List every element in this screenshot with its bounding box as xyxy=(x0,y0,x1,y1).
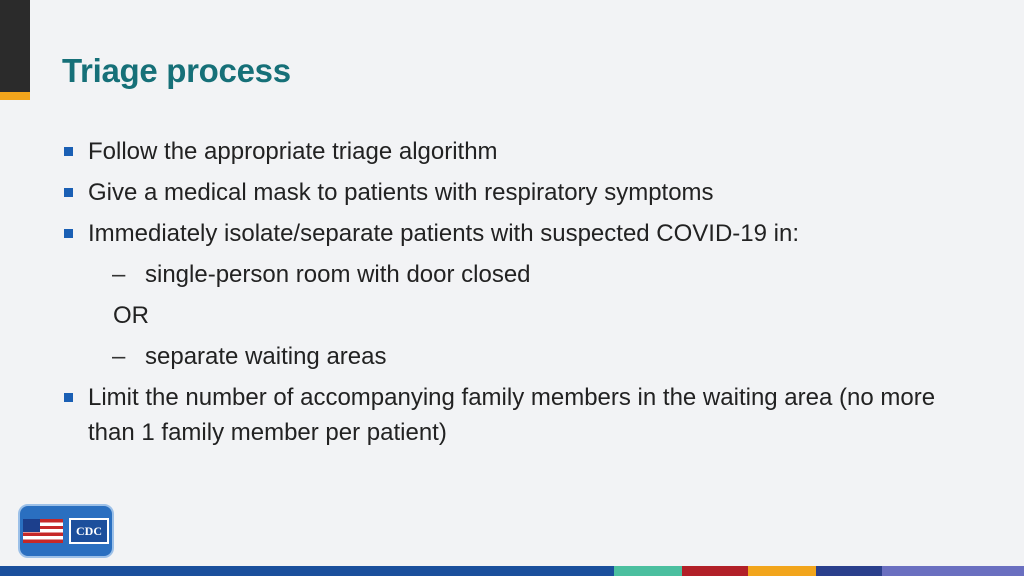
sub-item-text: single-person room with door closed xyxy=(145,261,531,288)
us-flag-icon xyxy=(23,519,63,543)
bullet-item: Follow the appropriate triage algorithm xyxy=(62,134,982,169)
footer-segment xyxy=(0,566,614,576)
slide-title: Triage process xyxy=(62,52,291,89)
or-text: OR xyxy=(113,302,149,329)
footer-segment xyxy=(614,566,682,576)
footer-segment xyxy=(748,566,816,576)
dash-marker: – xyxy=(112,261,126,288)
footer-stripe xyxy=(0,566,1024,576)
sub-item xyxy=(62,339,982,374)
dash-marker: – xyxy=(112,343,126,370)
cdc-logo-text: CDC xyxy=(69,518,109,544)
footer-segment xyxy=(882,566,1024,576)
sub-item xyxy=(62,257,982,292)
sub-item-text: separate waiting areas xyxy=(145,343,387,370)
bullet-item: Immediately isolate/separate patients with suspected COVID-19 in: xyxy=(62,216,982,251)
accent-bar-dark xyxy=(0,0,30,92)
bullet-item: Limit the number of accompanying family members in the waiting area (no more than 1 family member per patient) xyxy=(62,380,982,450)
slide-content xyxy=(62,134,982,456)
accent-bar-gold xyxy=(0,92,30,100)
bullet-item: Give a medical mask to patients with respiratory symptoms xyxy=(62,175,982,210)
footer-segment xyxy=(682,566,748,576)
cdc-logo xyxy=(18,504,114,558)
footer-segment xyxy=(816,566,882,576)
